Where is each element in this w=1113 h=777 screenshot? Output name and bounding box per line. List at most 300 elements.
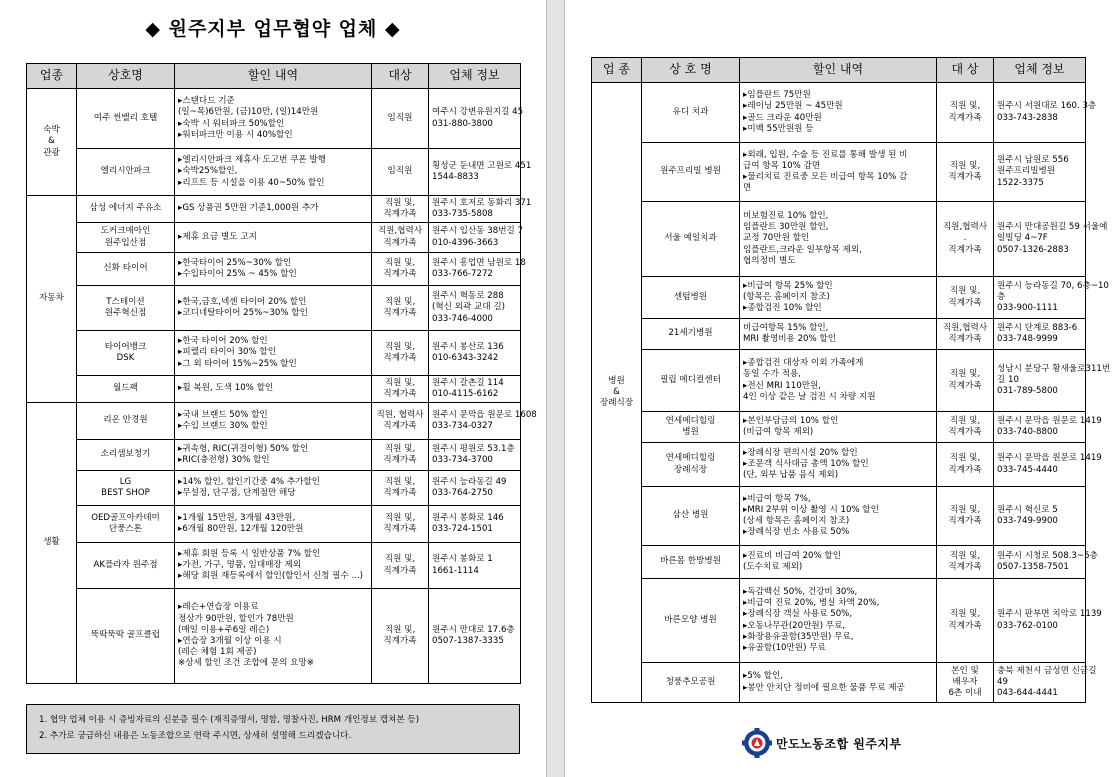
company-info-line: 층 (997, 291, 1006, 302)
category-cell (27, 89, 77, 196)
company-name-line: 바른모양 병원 (664, 614, 717, 625)
company-info-line: 원주시 흥업면 남원로 18 (432, 257, 526, 268)
company-info-line: 원주시 판부면 치악로 1139 (997, 609, 1102, 620)
discount-detail-line: ▸제휴 회원 등록 시 일반상품 7% 할인 (178, 548, 321, 559)
company-info-line: 원주시 만대로 17.6층 (432, 624, 515, 635)
company-info-line: 원주시 만대공원길 59 서울예 (997, 222, 1108, 233)
company-info-line: (혁신 외곽 교대 길) (432, 302, 506, 313)
company-info (429, 89, 524, 149)
discount-detail-line: ▸외래, 입원, 수술 등 진료를 통해 발생 된 비 (743, 149, 908, 160)
document-title: ◆ 원주지부 업무협약 업체 ◆ (145, 18, 401, 40)
company-name-line: 도커크매아인 (100, 226, 151, 237)
target-group-line: 직원 및, (384, 296, 416, 307)
discount-detail-line: ▸화장용유골함(35만원) 무료, (743, 631, 854, 642)
discount-detail-line: ※상세 할인 조건 조합에 문의 요망※ (178, 658, 314, 669)
company-info (994, 350, 1111, 412)
company-name (77, 253, 175, 286)
target-group (937, 319, 994, 350)
discount-detail-line: (단, 외부 납품 음식 제외) (743, 470, 839, 481)
header-info: 업체 정보 (429, 64, 521, 89)
company-info-line: 원주시 호저로 동화리 371 (432, 197, 532, 208)
discount-detail-line: (도수치료 제외) (743, 562, 803, 572)
page-divider (546, 0, 565, 777)
company-name (77, 471, 175, 506)
discount-detail (175, 376, 372, 403)
discount-detail-line: ▸휠 복원, 도색 10% 할인 (178, 383, 274, 394)
category-cell (27, 196, 77, 403)
company-info (429, 331, 521, 376)
table-row (592, 83, 1086, 143)
company-info-line: 원주시 평원로 53.1층 (432, 443, 515, 454)
company-info (994, 663, 1097, 703)
target-group-line: 직계가족 (948, 380, 982, 391)
target-group-line: 직계가족 (383, 455, 417, 465)
company-info (429, 253, 526, 286)
header-discount: 할인 내역 (175, 64, 372, 89)
company-info (994, 83, 1097, 143)
header-category: 업 종 (592, 58, 642, 83)
discount-detail-line: 4인 이상 같은 날 검진 시 차량 지원 (743, 391, 876, 402)
target-group-line: 직계가족 (383, 421, 417, 431)
category-cell-line: 자동차 (39, 293, 64, 304)
target-group-line: 직계가족 (383, 269, 417, 279)
company-name (77, 440, 175, 471)
union-logo (742, 728, 902, 758)
document-page-right (565, 0, 1113, 777)
discount-detail-line: ▸한국 타이어 20% 할인 (178, 336, 268, 347)
company-name (77, 506, 175, 543)
company-info-line: 성남시 분당구 황새울로311번 (997, 363, 1111, 374)
table-row (592, 202, 1086, 277)
discount-detail-line: ▸가전, 가구, 명품, 임대매장 제외 (178, 559, 302, 570)
company-info-line: 033-735-5808 (432, 209, 493, 219)
table-row (27, 403, 521, 440)
company-name-line: 병원 (682, 427, 699, 437)
discount-detail-line: ▸RIC(충전형) 30% 할인 (178, 455, 270, 465)
company-name (77, 543, 175, 589)
table-row (27, 506, 521, 543)
company-info-line: 031-880-3800 (432, 118, 493, 129)
target-group (372, 403, 429, 440)
target-group (937, 579, 994, 663)
company-name (642, 350, 740, 412)
discount-detail-line: ▸5% 할인, (743, 671, 784, 682)
company-name-line: 21세기병원 (668, 328, 713, 339)
target-group-line: 직원 및, (384, 512, 416, 523)
discount-detail-line: ▸워터파크만 이용 시 40%할인 (178, 129, 293, 140)
company-info-line: 횡성군 둔내면 고원로 451 (432, 160, 532, 171)
partner-table-right (591, 57, 1111, 703)
discount-detail-line: 임플란트,크라운 일부항목 제외, (743, 244, 862, 255)
company-name-line: LG (119, 476, 132, 487)
header-discount: 할인 내역 (740, 58, 937, 83)
company-name (642, 319, 740, 350)
company-name-line: 바른몸 한방병원 (660, 556, 721, 567)
target-group-line: 직계가족 (383, 209, 417, 219)
discount-detail-line: 동일 수가 적용, (743, 369, 802, 380)
category-cell-line: 생활 (43, 537, 60, 548)
discount-detail-line: ▸장례식장 객실 사용료 50%, (743, 609, 853, 620)
discount-detail-line: ▸국내 브랜드 50% 할인 (178, 409, 268, 420)
company-info-line: 원주시 능라동길 49 (432, 476, 507, 487)
discount-detail (740, 412, 937, 443)
table-row (592, 350, 1086, 412)
company-name (77, 376, 175, 403)
company-info-line: 원주시 갈촌길 114 (432, 377, 504, 388)
discount-detail-line: ▸제휴 요금 별도 고지 (178, 231, 257, 242)
target-group (372, 506, 429, 543)
note-line: 2. 추가로 궁금하신 내용은 노동조합으로 연락 주시면, 상세히 설명해 드리겠습니다. (39, 731, 352, 742)
discount-detail-line: ▸종합검진 대상자 이외 가족에게 (743, 358, 864, 369)
company-info-line: 원주시 능라동길 70, 6층~10 (997, 280, 1109, 291)
discount-detail-line: ▸레이닝 25만원 ~ 45만원 (743, 101, 843, 112)
discount-detail (175, 253, 372, 286)
target-group-line: 직원 및, (384, 443, 416, 454)
table-header-row (592, 58, 1086, 83)
company-info-line: 원주시 문막읍 원문로 1419 (997, 415, 1102, 426)
company-info-line: 원주시 문막읍 원문로 1419 (997, 453, 1102, 464)
discount-detail-line: 비보험진료 10% 할인, (743, 211, 829, 222)
target-group (372, 89, 429, 149)
company-name (77, 403, 175, 440)
table-row (27, 196, 521, 223)
company-info (994, 319, 1086, 350)
company-info-line: 033-748-9999 (997, 334, 1058, 344)
company-name-line: 원주입산점 (104, 237, 147, 248)
company-info-line: 길 10 (997, 374, 1019, 385)
company-info-line: 033-746-4000 (432, 313, 493, 324)
company-name-line: BEST SHOP (101, 488, 150, 498)
discount-detail-line: 면 (743, 183, 752, 194)
discount-detail-line: ▸골드 크라운 40만원 (743, 112, 822, 123)
target-group (937, 443, 994, 487)
discount-detail-line: ▸장례식장 편의시설 20% 할인 (743, 447, 858, 458)
discount-detail (175, 543, 372, 589)
discount-detail-line: ▸숙박 시 워터파크 50%할인 (178, 118, 285, 129)
company-name (642, 202, 740, 277)
table-row (27, 286, 521, 331)
target-group-line: 직계가족 (383, 353, 417, 363)
target-group-line: 직원 및, (384, 554, 416, 565)
discount-detail (175, 223, 372, 253)
company-info-line: 원주시 입산동 38번길 7 (432, 226, 524, 237)
discount-detail (740, 487, 937, 546)
target-group-line: 직계가족 (948, 516, 982, 526)
table-row (592, 663, 1086, 703)
company-info-line: 원주시 시청로 508.3~5층 (997, 550, 1098, 561)
discount-detail-line: ▸엘리시안파크 제휴사 도고번 쿠폰 발행 (178, 155, 327, 166)
company-info (429, 223, 524, 253)
company-name-line: 리온 안경원 (103, 415, 148, 426)
company-name (642, 546, 740, 579)
header-name: 상 호 명 (642, 58, 740, 83)
target-group-line: 직계가족 (948, 334, 982, 344)
discount-detail-line: ▸비급여 항목 25% 할인 (743, 280, 833, 291)
company-info-line: 원주시 혁신로 5 (997, 504, 1058, 515)
discount-detail-line: ▸수입타이어 25% ~ 45% 할인 (178, 269, 297, 279)
company-name-line: AK플라자 원주점 (93, 559, 158, 570)
discount-detail-line: ▸GS 상품권 5만원 기준1,000원 추가 (178, 203, 319, 214)
table-row (27, 223, 521, 253)
company-info (429, 440, 521, 471)
discount-detail-line: ▸장례식장 빈소 사용료 50% (743, 527, 850, 538)
target-group-line: 직계가족 (948, 620, 982, 631)
company-info-line: 원주시 문막읍 원문로 1608 (432, 409, 537, 420)
company-info-line: 033-745-4440 (997, 464, 1058, 475)
discount-detail-line: ▸6개월 80만원, 12개월 120만원 (178, 524, 304, 534)
target-group-line: 직계가족 (948, 112, 982, 123)
company-name (642, 443, 740, 487)
discount-detail (175, 149, 372, 196)
company-name (642, 487, 740, 546)
company-info-line: 원주시 봉화로 146 (432, 512, 504, 523)
target-group-line: 직원 및, (949, 415, 981, 426)
company-name (77, 331, 175, 376)
target-group (937, 350, 994, 412)
target-group-line: 직원 및, (384, 257, 416, 268)
company-info (429, 376, 521, 403)
discount-detail-line: ▸임플란트 75만원 (743, 90, 811, 101)
header-info: 업체 정보 (994, 58, 1086, 83)
company-info-line: 010-6343-3242 (432, 353, 499, 363)
company-name-line: 단풍스톤 (108, 524, 143, 534)
target-group-line: 직계가족 (383, 237, 417, 248)
discount-detail (740, 663, 937, 703)
target-group-line: 6촌 이내 (948, 688, 982, 699)
company-info-line: 원주시 단계로 883-6 (997, 322, 1078, 333)
discount-detail-line: 임플란트 30만원 할인, (743, 222, 829, 233)
discount-detail (175, 506, 372, 543)
company-info (429, 149, 532, 196)
company-info-line: 49 (997, 676, 1008, 687)
partner-table-left (26, 63, 537, 684)
discount-detail-line: ▸독감백신 50%, 건강비 30%, (743, 586, 858, 597)
table-row (592, 487, 1086, 546)
company-info (429, 543, 521, 589)
discount-detail-line: ▸봉안 안치단 정비에 필요한 물품 무료 제공 (743, 682, 905, 693)
target-group (372, 253, 429, 286)
target-group (372, 589, 429, 684)
company-info (429, 286, 521, 331)
target-group-line: 직원 및, (384, 624, 416, 635)
company-name-line: 서울 예일치과 (664, 233, 717, 244)
company-info (994, 487, 1086, 546)
table-row (592, 443, 1086, 487)
discount-detail-line: ▸미백 55만원원 등 (743, 123, 814, 134)
table-row (27, 253, 521, 286)
discount-detail (175, 589, 372, 684)
table-row (592, 319, 1086, 350)
company-name-line: 월드팩 (113, 383, 138, 394)
note-line: 1. 협약 업체 이용 시 증빙자료의 신분증 필수 (재직증명서, 명함, 명찰사진, HRM 개인정보 캡쳐본 등) (39, 715, 420, 725)
company-name-line: OED골프아카데미 (91, 512, 160, 523)
company-name (642, 412, 740, 443)
table-row (592, 143, 1086, 202)
target-group (372, 286, 429, 331)
company-info-line: 충북 제천시 금성면 신금길 (997, 665, 1097, 676)
company-info-line: 033-743-2838 (997, 112, 1058, 123)
target-group-line: 직원 및, (384, 341, 416, 352)
discount-detail-line: ▸숙박25%할인, (178, 166, 238, 177)
target-group (372, 223, 429, 253)
discount-detail (175, 471, 372, 506)
company-info-line: 033-740-8800 (997, 427, 1058, 437)
header-target: 대 상 (937, 58, 994, 83)
company-info-line: 1522-3375 (997, 177, 1044, 188)
target-group-line: 직원 및, (384, 377, 416, 388)
company-info-line: 1661-1114 (432, 565, 479, 576)
category-cell (592, 83, 642, 703)
target-group-line: 직원 및, (949, 609, 981, 620)
company-info-line: 010-4396-3663 (432, 237, 499, 248)
target-group (937, 546, 994, 579)
company-info-line: 여주시 강변유원지길 45 (432, 107, 524, 118)
company-name (77, 149, 175, 196)
target-group-line: 직계가족 (383, 389, 417, 399)
table-row (592, 579, 1086, 663)
target-group (937, 277, 994, 319)
table-row (27, 543, 521, 589)
target-group-line: 직원,협력사 (942, 222, 988, 233)
company-name-line: 삼성 에너지 주유소 (89, 203, 162, 214)
company-name-line: 원주혁신점 (104, 308, 147, 318)
discount-detail-line: (레슨 체험 1회 제공) (178, 647, 257, 658)
discount-detail-line: (상세 항목은 홈페이지 참조) (743, 516, 850, 526)
union-name: 만도노동조합 원주지부 (776, 736, 902, 751)
target-group (937, 202, 994, 277)
company-info-line: 원주시 봉화로 1 (432, 554, 493, 565)
target-group-line: 직계가족 (948, 172, 982, 182)
target-group (937, 412, 994, 443)
discount-detail (740, 350, 937, 412)
company-name (642, 143, 740, 202)
company-info-line: 033-766-7272 (432, 269, 493, 279)
company-info-line: 031-789-5800 (997, 386, 1058, 397)
target-group (372, 331, 429, 376)
company-info-line: 033-764-2750 (432, 488, 493, 498)
discount-detail-line: 협의정비 별도 (743, 255, 796, 266)
discount-detail-line: ▸진료비 비급여 20% 할인 (743, 550, 842, 561)
discount-detail-line: ▸리프트 등 시설을 이용 40~50% 할인 (178, 177, 325, 188)
company-name (77, 223, 175, 253)
company-info-line: 0507-1358-7501 (997, 562, 1069, 572)
discount-detail-line: 급여 항목 10% 감면 (743, 160, 821, 171)
company-name-line: 센텀병원 (673, 291, 708, 302)
company-info-line: 1544-8833 (432, 172, 479, 182)
target-group-line: 직계가족 (383, 636, 417, 646)
discount-detail-line: (일~목)6만원, (금)10만, (일)14만원 (178, 107, 319, 118)
target-group-line: 직원 및, (949, 550, 981, 561)
company-name (642, 277, 740, 319)
discount-detail-line: (매일 이용+주6일 레슨) (178, 624, 270, 635)
target-group-line: 직원, 협력사 (376, 409, 424, 420)
company-info (429, 403, 537, 440)
company-name (77, 286, 175, 331)
discount-detail-line: ▸한국,금호,넥센 타이어 20% 할인 (178, 296, 307, 307)
company-info-line: 원주시 남원로 556 (997, 155, 1069, 166)
header-category: 업종 (27, 64, 77, 89)
target-group-line: 직계가족 (383, 524, 417, 534)
target-group-line: 직원 및, (949, 101, 981, 112)
discount-detail-line: ▸MRI 2부위 이상 촬영 시 10% 할인 (743, 504, 879, 515)
target-group (937, 143, 994, 202)
discount-detail-line: ▸본인부담금의 10% 할인 (743, 415, 839, 426)
company-info (994, 546, 1098, 579)
table-row (27, 376, 521, 403)
target-group-line: 직원 및, (384, 476, 416, 487)
company-name (77, 589, 175, 684)
company-info-line: 033-749-9900 (997, 516, 1058, 526)
gear-icon (742, 728, 772, 758)
category-cell-line: 병원 (608, 375, 625, 386)
company-name-line: 엘리시안파크 (100, 166, 151, 177)
company-name-line: 여주 썬밸리 호텔 (93, 112, 158, 123)
discount-detail-line: (비급여 항목 제외) (743, 427, 814, 437)
company-info-line: 033-900-1111 (997, 303, 1058, 314)
target-group-line: 직계가족 (948, 297, 982, 308)
category-cell-line: 관광 (43, 147, 60, 158)
target-group-line: 직원 및, (949, 160, 981, 171)
table-row (592, 277, 1086, 319)
discount-detail-line: ▸비급여 진료 20%, 병실 차액 20%, (743, 598, 880, 609)
company-name-line: T스테이션 (106, 296, 145, 307)
company-info-line: 043-644-4441 (997, 688, 1058, 699)
target-group (372, 196, 429, 223)
company-name-line: 청풍추모공원 (665, 676, 716, 687)
target-group-line: 배우자 (952, 676, 978, 687)
target-group (937, 83, 994, 143)
discount-detail-line: ▸14% 할인, 할인기간중 4% 추가할인 (178, 476, 321, 487)
discount-detail-line: ▸무설정, 단구점, 단계점만 해당 (178, 488, 296, 498)
company-info (429, 589, 521, 684)
target-group (372, 471, 429, 506)
company-name-line: 연세메디힐링 (665, 415, 716, 426)
company-name (642, 83, 740, 143)
discount-detail-line: ▸스탠다드 기준 (178, 96, 235, 107)
target-group-line: 직계가족 (948, 427, 982, 437)
table-header-row (27, 64, 521, 89)
company-info (429, 506, 521, 543)
target-group-line: 직계가족 (383, 565, 417, 576)
discount-detail (175, 196, 372, 223)
target-group-line: 임직원 (387, 166, 413, 177)
company-name (77, 196, 175, 223)
discount-detail-line: ▸수입 브랜드 30% 할인 (178, 421, 268, 431)
company-info-line: 033-734-3700 (432, 455, 493, 465)
notes-box (26, 704, 520, 754)
table-row (27, 149, 521, 196)
target-group-line: 직원 및, (949, 286, 981, 297)
target-group-line: 직원 및, (949, 504, 981, 515)
target-group-line: 직계가족 (948, 562, 982, 572)
category-cell-line: & (48, 136, 55, 147)
target-group-line: 직원,협력사 (377, 226, 423, 237)
category-cell-line: 숙박 (43, 125, 60, 136)
discount-detail-line: ▸전신 MRI 110만원, (743, 380, 822, 391)
discount-detail (175, 440, 372, 471)
discount-detail-line: (항목은 홈페이지 참조) (743, 291, 830, 302)
company-name-line: 원주프리빌 병원 (660, 166, 721, 177)
discount-detail-line: ▸해당 회원 재등록에서 할인(할인서 신청 필수 ...) (178, 571, 364, 582)
target-group-line: 직원 및, (949, 453, 981, 464)
company-info (429, 471, 521, 506)
company-info-line: 원주시 봉산로 136 (432, 341, 504, 352)
discount-detail (740, 319, 937, 350)
discount-detail (175, 286, 372, 331)
discount-detail (740, 277, 937, 319)
document-page-left (0, 0, 546, 777)
target-group-line: 직계가족 (948, 244, 982, 255)
